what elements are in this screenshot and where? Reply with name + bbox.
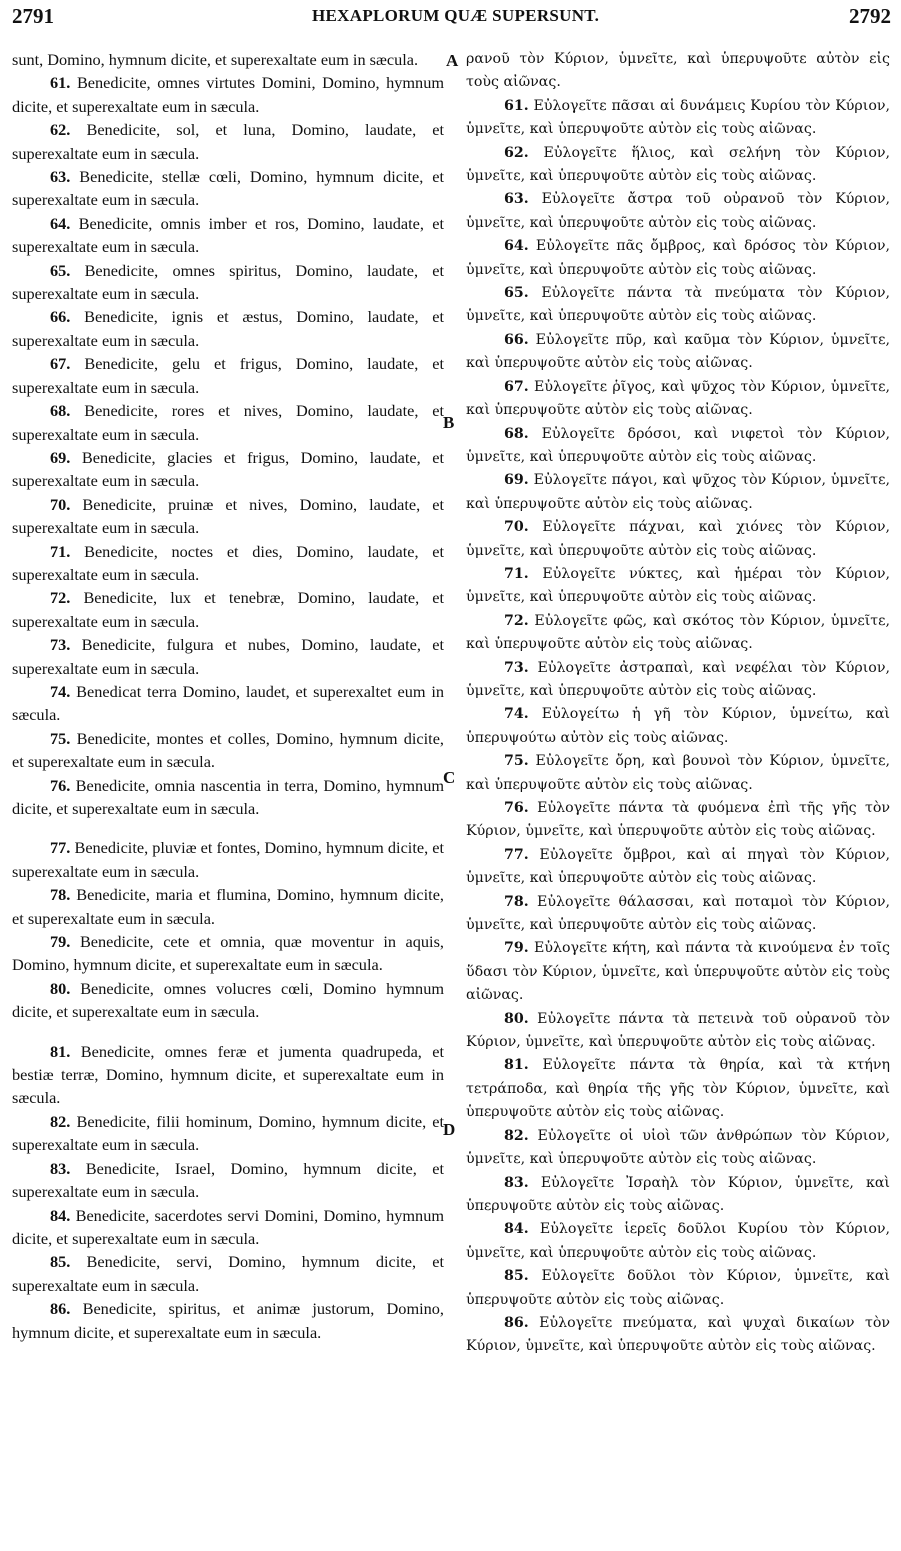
margin-letter-c: C: [443, 768, 456, 787]
page-number-left: 2791: [12, 4, 54, 28]
verse-text: Εὐλογεῖτε πάγοι, καὶ ψῦχος τὸν Κύριον, ὑμνεῖτε, καὶ ὑπερυψοῦτε αὐτὸν εἰς τοὺς αἰῶνας.: [466, 472, 890, 512]
verse-number: 63.: [50, 167, 71, 187]
verse-number: 66.: [504, 331, 529, 348]
verse-text: Benedicite, rores et nives, Domino, laudate, et superexaltate eum in sæcula.: [12, 401, 445, 444]
verse-text: Benedicite, pluviæ et fontes, Domino, hymnum dicite, et superexaltate eum in sæcula.: [12, 838, 444, 881]
verse-text: Benedicite, omnes volucres cœli, Domino hymnum dicite, et superexaltate eum in sæcula.: [12, 978, 444, 1022]
verse-64: [12, 212, 444, 259]
verse-84: [466, 1218, 890, 1265]
verse-number: 85.: [504, 1268, 529, 1285]
verse-number: 86.: [504, 1314, 529, 1331]
verse-text: Εὐλογεῖτε Ἰσραὴλ τὸν Κύριον, ὑμνεῖτε, καὶ ὑπερυψοῦτε αὐτὸν εἰς τοὺς αἰῶνας.: [466, 1174, 890, 1214]
verse-number: 61.: [504, 97, 529, 114]
verse-text: Εὐλογεῖτε πάντα τὰ πετεινὰ τοῦ οὐρανοῦ τὸν Κύριον, ὑμνεῖτε, καὶ ὑπερυψοῦτε αὐτὸν εἰς τοὺς αἰῶνας.: [466, 1010, 890, 1051]
verse-77: [12, 836, 444, 883]
verse-77: [466, 844, 890, 891]
verse-text: Benedicite, cete et omnia, quæ moventur in aquis, Domino, hymnum dicite, et superexaltate eum in sæcula.: [12, 932, 444, 975]
verse-text: Εὐλογείτω ἡ γῆ τὸν Κύριον, ὑμνείτω, καὶ ὑπερυψούτω αὐτὸν εἰς τοὺς αἰῶνας.: [466, 706, 890, 746]
verse-85: [12, 1250, 444, 1297]
verse-number: 65.: [50, 260, 71, 280]
verse-82: [12, 1110, 444, 1157]
verse-text: Benedicite, omnes feræ et jumenta quadrupeda, et bestiæ terræ, Domino, hymnum dicite, et superexaltate eum in sæcula.: [12, 1041, 444, 1108]
verse-78: [466, 891, 890, 938]
verse-number: 74.: [50, 681, 71, 701]
verse-75: [12, 727, 444, 774]
verse-text: Εὐλογεῖτε πάντα τὰ πνεύματα τὸν Κύριον, ὑμνεῖτε, καὶ ὑπερυψοῦτε αὐτὸν εἰς τοὺς αἰῶνας.: [466, 285, 890, 325]
verse-number: 72.: [50, 588, 71, 608]
verse-text: Εὐλογεῖτε πάχναι, καὶ χιόνες τὸν Κύριον, ὑμνεῖτε, καὶ ὑπερυψοῦτε αὐτὸν εἰς τοὺς αἰῶνας.: [466, 519, 891, 559]
verse-number: 84.: [504, 1221, 529, 1238]
verse-number: 70.: [50, 494, 71, 514]
spacer: [12, 1024, 444, 1040]
verse-number: 71.: [50, 541, 71, 561]
verse-76: [466, 797, 890, 844]
verse-text: Εὐλογεῖτε θάλασσαι, καὶ ποταμοὶ τὸν Κύριον, ὑμνεῖτε, καὶ ὑπερυψοῦτε αὐτὸν εἰς τοὺς αἰῶνας.: [466, 893, 890, 934]
verse-number: 61.: [50, 73, 71, 93]
verse-number: 71.: [504, 565, 529, 582]
verse-continuation: [466, 48, 890, 95]
verse-text: Benedicat terra Domino, laudet, et superexaltet eum in sæcula.: [12, 681, 444, 725]
verse-63: [12, 165, 444, 212]
verse-70: [12, 493, 444, 540]
verse-65: [12, 259, 444, 306]
verse-number: 73.: [504, 659, 529, 676]
verse-text: Benedicite, glacies et frigus, Domino, laudate, et superexaltate eum in sæcula.: [12, 447, 444, 491]
verse-68: [12, 399, 444, 446]
verse-number: 69.: [50, 447, 71, 467]
verse-67: [12, 352, 444, 399]
verse-text: Εὐλογεῖτε ἄστρα τοῦ οὐρανοῦ τὸν Κύριον, ὑμνεῖτε, καὶ ὑπερυψοῦτε αὐτὸν εἰς τοὺς αἰῶνας.: [466, 191, 891, 231]
verse-number: 62.: [50, 120, 71, 140]
verse-text: Εὐλογεῖτε ἱερεῖς δοῦλοι Κυρίου τὸν Κύριον, ὑμνεῖτε, καὶ ὑπερυψοῦτε αὐτὸν εἰς τοὺς αἰῶνας.: [466, 1221, 890, 1261]
verse-81: [466, 1054, 890, 1124]
verse-74: [466, 703, 890, 750]
verse-number: 85.: [50, 1252, 71, 1272]
verse-66: [466, 329, 890, 376]
verse-65: [466, 282, 890, 329]
verse-text: Benedicite, omnis imber et ros, Domino, laudate, et superexaltate eum in sæcula.: [12, 213, 444, 257]
verse-70: [466, 516, 890, 563]
verse-text: Εὐλογεῖτε πάντα τὰ φυόμενα ἐπὶ τῆς γῆς τὸν Κύριον, ὑμνεῖτε, καὶ ὑπερυψοῦτε αὐτὸν εἰς τοὺς αἰῶνας.: [466, 800, 890, 840]
verse-text: sunt, Domino, hymnum dicite, et superexaltate eum in sæcula.: [12, 50, 419, 69]
verse-number: 78.: [504, 893, 529, 910]
verse-number: 80.: [504, 1010, 529, 1027]
spacer: [12, 820, 444, 836]
page-number-right: 2792: [849, 4, 891, 28]
verse-71: [12, 540, 444, 587]
margin-letter-b: B: [443, 413, 455, 432]
verse-73: [466, 657, 890, 704]
running-header: [0, 4, 901, 36]
latin-column: [12, 48, 444, 1344]
verse-text: Εὐλογεῖτε νύκτες, καὶ ἡμέραι τὸν Κύριον, ὑμνεῖτε, καὶ ὑπερυψοῦτε αὐτὸν εἰς τοὺς αἰῶνας.: [466, 565, 891, 606]
verse-number: 84.: [50, 1205, 71, 1225]
verse-text: Benedicite, gelu et frigus, Domino, laudate, et superexaltate eum in sæcula.: [12, 354, 444, 397]
verse-80: [12, 977, 444, 1024]
verse-text: Benedicite, servi, Domino, hymnum dicite, et superexaltate eum in sæcula.: [12, 1252, 444, 1295]
verse-text: Εὐλογεῖτε πάντα τὰ θηρία, καὶ τὰ κτήνη τετράποδα, καὶ θηρία τῆς γῆς τὸν Κύριον, ὑμνεῖτε, καὶ ὑπερυψοῦτε αὐτὸν εἰς τοὺς αἰῶνας.: [466, 1057, 890, 1121]
verse-number: 82.: [504, 1127, 529, 1144]
verse-number: 83.: [504, 1174, 529, 1191]
verse-81: [12, 1040, 444, 1110]
verse-number: 69.: [504, 472, 529, 489]
verse-72: [466, 610, 890, 657]
verse-number: 82.: [50, 1111, 71, 1131]
verse-68: [466, 423, 890, 470]
verse-text: Εὐλογεῖτε δοῦλοι τὸν Κύριον, ὑμνεῖτε, καὶ ὑπερυψοῦτε αὐτὸν εἰς τοὺς αἰῶνας.: [466, 1268, 890, 1308]
verse-69: [12, 446, 444, 493]
verse-text: Εὐλογεῖτε οἱ υἱοὶ τῶν ἀνθρώπων τὸν Κύριον, ὑμνεῖτε, καὶ ὑπερυψοῦτε αὐτὸν εἰς τοὺς αἰῶνας.: [466, 1127, 890, 1168]
verse-text: Benedicite, stellæ cœli, Domino, hymnum dicite, et superexaltate eum in sæcula.: [12, 167, 444, 210]
verse-number: 75.: [50, 728, 71, 748]
verse-number: 77.: [50, 838, 71, 858]
verse-75: [466, 750, 890, 797]
verse-number: 72.: [504, 612, 529, 629]
verse-text: Εὐλογεῖτε ἀστραπαὶ, καὶ νεφέλαι τὸν Κύριον, ὑμνεῖτε, καὶ ὑπερυψοῦτε αὐτὸν εἰς τοὺς αἰῶνας.: [466, 659, 890, 699]
verse-number: 64.: [50, 213, 71, 233]
verse-text: Benedicite, sol, et luna, Domino, laudate, et superexaltate eum in sæcula.: [12, 120, 444, 163]
verse-83: [12, 1157, 444, 1204]
verse-text: Εὐλογεῖτε δρόσοι, καὶ νιφετοὶ τὸν Κύριον, ὑμνεῖτε, καὶ ὑπερυψοῦτε αὐτὸν εἰς τοὺς αἰῶνας.: [466, 425, 890, 465]
verse-71: [466, 563, 890, 610]
verse-text: Εὐλογεῖτε πῦρ, καὶ καῦμα τὸν Κύριον, ὑμνεῖτε, καὶ ὑπερυψοῦτε αὐτὸν εἰς τοὺς αἰῶνας.: [466, 331, 890, 372]
verse-73: [12, 633, 444, 680]
verse-number: 70.: [504, 519, 529, 536]
verse-number: 62.: [504, 144, 529, 161]
verse-text: Εὐλογεῖτε ὄρη, καὶ βουνοὶ τὸν Κύριον, ὑμνεῖτε, καὶ ὑπερυψοῦτε αὐτὸν εἰς τοὺς αἰῶνας.: [466, 753, 891, 793]
verse-83: [466, 1172, 890, 1219]
verse-number: 68.: [504, 425, 529, 442]
verse-text: Benedicite, fulgura et nubes, Domino, laudate, et superexaltate eum in sæcula.: [12, 635, 444, 678]
verse-85: [466, 1265, 890, 1312]
verse-text: Benedicite, omnes spiritus, Domino, laudate, et superexaltate eum in sæcula.: [12, 260, 445, 304]
verse-number: 79.: [50, 932, 71, 952]
verse-number: 63.: [504, 191, 529, 208]
verse-61: [12, 71, 444, 118]
verse-62: [12, 118, 444, 165]
verse-text: Benedicite, ignis et æstus, Domino, laudate, et superexaltate eum in sæcula.: [12, 307, 444, 350]
verse-79: [466, 937, 890, 1007]
verse-67: [466, 376, 890, 423]
verse-text: Benedicite, pruinæ et nives, Domino, laudate, et superexaltate eum in sæcula.: [12, 494, 444, 538]
verse-continuation: [12, 48, 444, 71]
verse-69: [466, 469, 890, 516]
verse-text: Benedicite, Israel, Domino, hymnum dicite, et superexaltate eum in sæcula.: [12, 1158, 444, 1202]
verse-84: [12, 1204, 444, 1251]
verse-number: 77.: [504, 846, 529, 863]
verse-72: [12, 586, 444, 633]
verse-74: [12, 680, 444, 727]
verse-number: 65.: [504, 285, 529, 302]
verse-text: Benedicite, omnes virtutes Domini, Domino, hymnum dicite, et superexaltate eum in sæcula.: [12, 73, 444, 116]
verse-text: Benedicite, montes et colles, Domino, hymnum dicite, et superexaltate eum in sæcula.: [12, 728, 445, 772]
verse-number: 78.: [50, 885, 71, 905]
greek-column: [466, 48, 890, 1359]
margin-letter-d: D: [443, 1120, 456, 1139]
verse-number: 67.: [50, 354, 71, 374]
verse-number: 80.: [50, 978, 71, 998]
verse-number: 75.: [504, 753, 529, 770]
verse-79: [12, 930, 444, 977]
verse-62: [466, 142, 890, 189]
verse-text: ρανοῦ τὸν Κύριον, ὑμνεῖτε, καὶ ὑπερυψοῦτε αὐτὸν εἰς τοὺς αἰῶνας.: [466, 51, 890, 91]
verse-number: 76.: [504, 800, 529, 816]
verse-text: Benedicite, noctes et dies, Domino, laudate, et superexaltate eum in sæcula.: [12, 541, 445, 584]
verse-61: [466, 95, 890, 142]
verse-number: 74.: [504, 706, 529, 723]
verse-80: [466, 1008, 890, 1055]
verse-text: Εὐλογεῖτε ἥλιος, καὶ σελήνη τὸν Κύριον, ὑμνεῖτε, καὶ ὑπερυψοῦτε αὐτὸν εἰς τοὺς αἰῶνας.: [466, 144, 890, 185]
verse-82: [466, 1125, 890, 1172]
verse-number: 73.: [50, 635, 71, 655]
verse-64: [466, 235, 890, 282]
verse-number: 81.: [504, 1057, 529, 1074]
verse-76: [12, 774, 444, 821]
verse-78: [12, 883, 444, 930]
verse-text: Benedicite, maria et flumina, Domino, hymnum dicite, et superexaltate eum in sæcula.: [12, 885, 444, 928]
verse-number: 67.: [504, 378, 529, 395]
verse-text: Εὐλογεῖτε πᾶσαι αἱ δυνάμεις Κυρίου τὸν Κύριον, ὑμνεῖτε, καὶ ὑπερυψοῦτε αὐτὸν εἰς τοὺς αἰῶνας.: [466, 97, 890, 138]
verse-text: Benedicite, filii hominum, Domino, hymnum dicite, et superexaltate eum in sæcula.: [12, 1111, 444, 1155]
running-title: HEXAPLORUM QUÆ SUPERSUNT.: [312, 6, 600, 25]
verse-text: Εὐλογεῖτε πᾶς ὄμβρος, καὶ δρόσος τὸν Κύριον, ὑμνεῖτε, καὶ ὑπερυψοῦτε αὐτὸν εἰς τοὺς αἰῶνας.: [466, 238, 890, 278]
verse-number: 68.: [50, 401, 71, 421]
verse-86: [466, 1312, 890, 1359]
verse-text: Benedicite, lux et tenebræ, Domino, laudate, et superexaltate eum in sæcula.: [12, 588, 444, 631]
verse-text: Benedicite, sacerdotes servi Domini, Domino, hymnum dicite, et superexaltate eum in sæcula.: [12, 1205, 445, 1248]
verse-86: [12, 1297, 444, 1344]
verse-number: 76.: [50, 775, 71, 795]
verse-text: Benedicite, omnia nascentia in terra, Domino, hymnum dicite, et superexaltate eum in sæcula.: [12, 775, 444, 818]
verse-number: 66.: [50, 307, 71, 327]
verse-text: Εὐλογεῖτε ὄμβροι, καὶ αἱ πηγαὶ τὸν Κύριον, ὑμνεῖτε, καὶ ὑπερυψοῦτε αὐτὸν εἰς τοὺς αἰῶνας.: [466, 846, 890, 887]
verse-number: 79.: [504, 940, 529, 957]
verse-text: Εὐλογεῖτε ῥῖγος, καὶ ψῦχος τὸν Κύριον, ὑμνεῖτε, καὶ ὑπερυψοῦτε αὐτὸν εἰς τοὺς αἰῶνας.: [466, 378, 890, 419]
verse-number: 86.: [50, 1299, 71, 1319]
verse-number: 83.: [50, 1158, 71, 1178]
verse-63: [466, 188, 890, 235]
verse-text: Εὐλογεῖτε κήτη, καὶ πάντα τὰ κινούμενα ἐν τοῖς ὕδασι τὸν Κύριον, ὑμνεῖτε, καὶ ὑπερυψοῦτε αὐτὸν εἰς τοὺς αἰῶνας.: [466, 940, 890, 1004]
verse-number: 64.: [504, 238, 529, 255]
verse-text: Benedicite, spiritus, et animæ justorum, Domino, hymnum dicite, et superexaltate eum in sæcula.: [12, 1299, 444, 1342]
verse-66: [12, 305, 444, 352]
verse-text: Εὐλογεῖτε πνεύματα, καὶ ψυχαὶ δικαίων τὸν Κύριον, ὑμνεῖτε, καὶ ὑπερυψοῦτε αὐτὸν εἰς τοὺς αἰῶνας.: [466, 1314, 890, 1355]
verse-text: Εὐλογεῖτε φῶς, καὶ σκότος τὸν Κύριον, ὑμνεῖτε, καὶ ὑπερυψοῦτε αὐτὸν εἰς τοὺς αἰῶνας.: [466, 612, 890, 653]
verse-number: 81.: [50, 1041, 71, 1061]
margin-letter-a: A: [446, 51, 459, 70]
